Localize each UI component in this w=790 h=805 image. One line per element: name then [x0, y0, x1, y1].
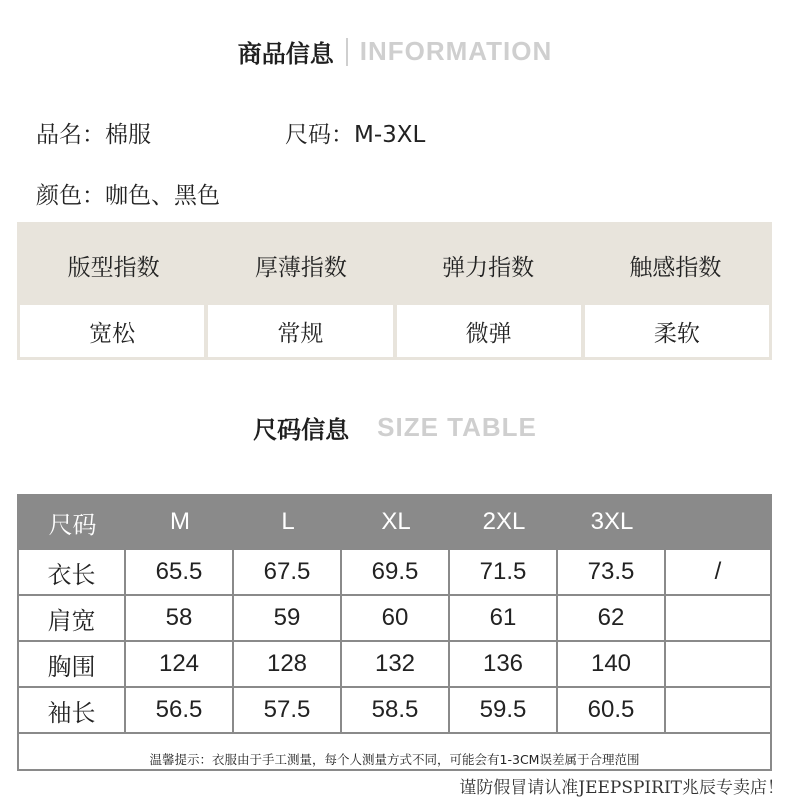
row-label: 衣长 [19, 550, 126, 594]
size-section-title [0, 410, 790, 445]
table-cell: 136 [450, 642, 558, 686]
table-cell: 124 [126, 642, 234, 686]
title-divider [346, 38, 348, 66]
row-label: 袖长 [19, 688, 126, 732]
attribute-value-cell: 常规 [208, 305, 396, 357]
table-cell: 58 [126, 596, 234, 640]
row-label: 肩宽 [19, 596, 126, 640]
size-header-cell: 3XL [590, 508, 634, 535]
size-table [17, 494, 772, 771]
table-cell: 60.5 [558, 688, 666, 732]
information-title-cn: 商品信息 [237, 40, 334, 68]
size-title-cn: 尺码信息 [253, 416, 350, 444]
table-cell: 58.5 [342, 688, 450, 732]
table-cell [666, 596, 770, 640]
table-cell: 67.5 [234, 550, 342, 594]
row-label: 胸围 [19, 642, 126, 686]
attribute-value-cell: 微弹 [397, 305, 585, 357]
table-cell: 69.5 [342, 550, 450, 594]
table-row [19, 640, 770, 686]
information-title-en: INFORMATION [359, 36, 553, 66]
product-size-range: 尺码：M-3XL [285, 122, 426, 148]
measurement-note: 温馨提示：衣服由于手工测量，每个人测量方式不同，可能会有1-3CM误差属于合理范围 [19, 732, 770, 783]
attribute-index-table [17, 222, 772, 360]
attribute-header-row [20, 225, 769, 305]
table-cell: 56.5 [126, 688, 234, 732]
table-cell: 128 [234, 642, 342, 686]
attribute-value-row [20, 305, 769, 357]
size-title-en: SIZE TABLE [377, 412, 537, 442]
table-cell: 140 [558, 642, 666, 686]
size-table-header [19, 496, 770, 548]
table-cell: 65.5 [126, 550, 234, 594]
table-cell: / [714, 558, 722, 585]
table-cell: 60 [342, 596, 450, 640]
table-cell: 59 [234, 596, 342, 640]
table-cell: 73.5 [558, 550, 666, 594]
size-header-cell: L [281, 508, 295, 535]
table-cell: 61 [450, 596, 558, 640]
table-cell: 62 [558, 596, 666, 640]
attribute-value-cell: 宽松 [20, 305, 208, 357]
table-cell: 132 [342, 642, 450, 686]
size-header-cell: XL [381, 508, 411, 535]
table-row [19, 686, 770, 732]
size-header-cell: M [170, 508, 190, 535]
attribute-header-cell: 弹力指数 [442, 254, 535, 281]
table-row [19, 548, 770, 594]
size-header-cell: 尺码 [48, 510, 97, 539]
table-cell: 71.5 [450, 550, 558, 594]
attribute-header-cell: 触感指数 [629, 254, 722, 281]
product-colors: 颜色：咖色、黑色 [36, 183, 220, 209]
size-header-cell: 2XL [482, 508, 526, 535]
table-cell [666, 642, 770, 686]
table-cell [666, 688, 770, 732]
table-row [19, 594, 770, 640]
anti-counterfeit-footer: 谨防假冒请认准JEEPSPIRIT兆辰专卖店！ [459, 778, 784, 798]
table-cell: 57.5 [234, 688, 342, 732]
size-header-cell [666, 496, 770, 548]
attribute-header-cell: 版型指数 [67, 254, 160, 281]
information-section-title [0, 34, 790, 69]
product-name: 品名：棉服 [36, 122, 151, 148]
table-cell: 59.5 [450, 688, 558, 732]
attribute-value-cell: 柔软 [653, 320, 700, 347]
attribute-header-cell: 厚薄指数 [254, 254, 347, 281]
